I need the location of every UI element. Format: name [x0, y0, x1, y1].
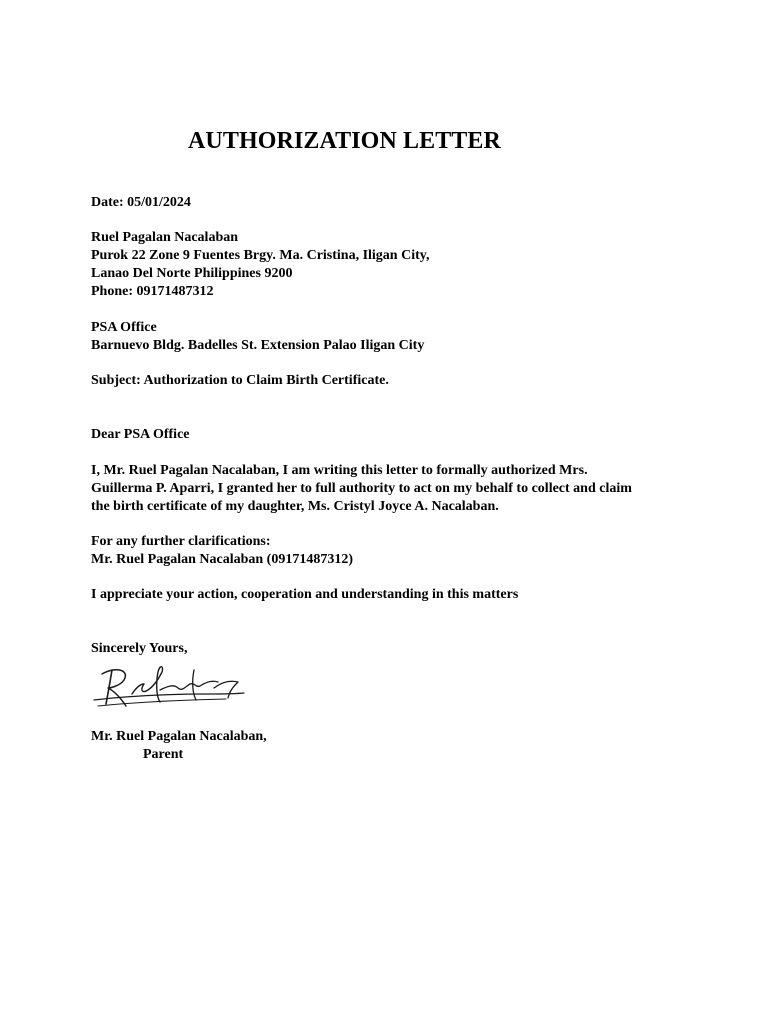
- letter-date: Date: 05/01/2024: [91, 195, 191, 210]
- clarification-contact: Mr. Ruel Pagalan Nacalaban (09171487312): [91, 552, 353, 567]
- sender-phone: Phone: 09171487312: [91, 284, 214, 299]
- sender-name: Ruel Pagalan Nacalaban: [91, 230, 239, 245]
- closing-line: Sincerely Yours,: [91, 641, 188, 656]
- body-line-1: I, Mr. Ruel Pagalan Nacalaban, I am writing this letter to formally authorized Mrs.: [91, 463, 588, 478]
- appreciation-line: I appreciate your action, cooperation and understanding in this matters: [91, 587, 519, 602]
- sender-address-line1: Purok 22 Zone 9 Fuentes Brgy. Ma. Cristina, Iligan City,: [91, 248, 430, 263]
- body-line-2: Guillerma P. Aparri, I granted her to full authority to act on my behalf to collect and claim: [91, 481, 632, 496]
- recipient-office: PSA Office: [91, 320, 157, 335]
- handwritten-signature: [88, 658, 258, 718]
- letter-subject: Subject: Authorization to Claim Birth Certificate.: [91, 373, 389, 388]
- body-line-3: the birth certificate of my daughter, Ms. Cristyl Joyce A. Nacalaban.: [91, 499, 499, 514]
- signatory-role: Parent: [143, 747, 184, 762]
- sender-address-line2: Lanao Del Norte Philippines 9200: [91, 266, 293, 281]
- signatory-name: Mr. Ruel Pagalan Nacalaban,: [91, 729, 267, 744]
- letter-salutation: Dear PSA Office: [91, 427, 190, 442]
- recipient-address: Barnuevo Bldg. Badelles St. Extension Palao Iligan City: [91, 338, 425, 353]
- clarification-label: For any further clarifications:: [91, 534, 271, 549]
- letter-title: AUTHORIZATION LETTER: [188, 128, 501, 154]
